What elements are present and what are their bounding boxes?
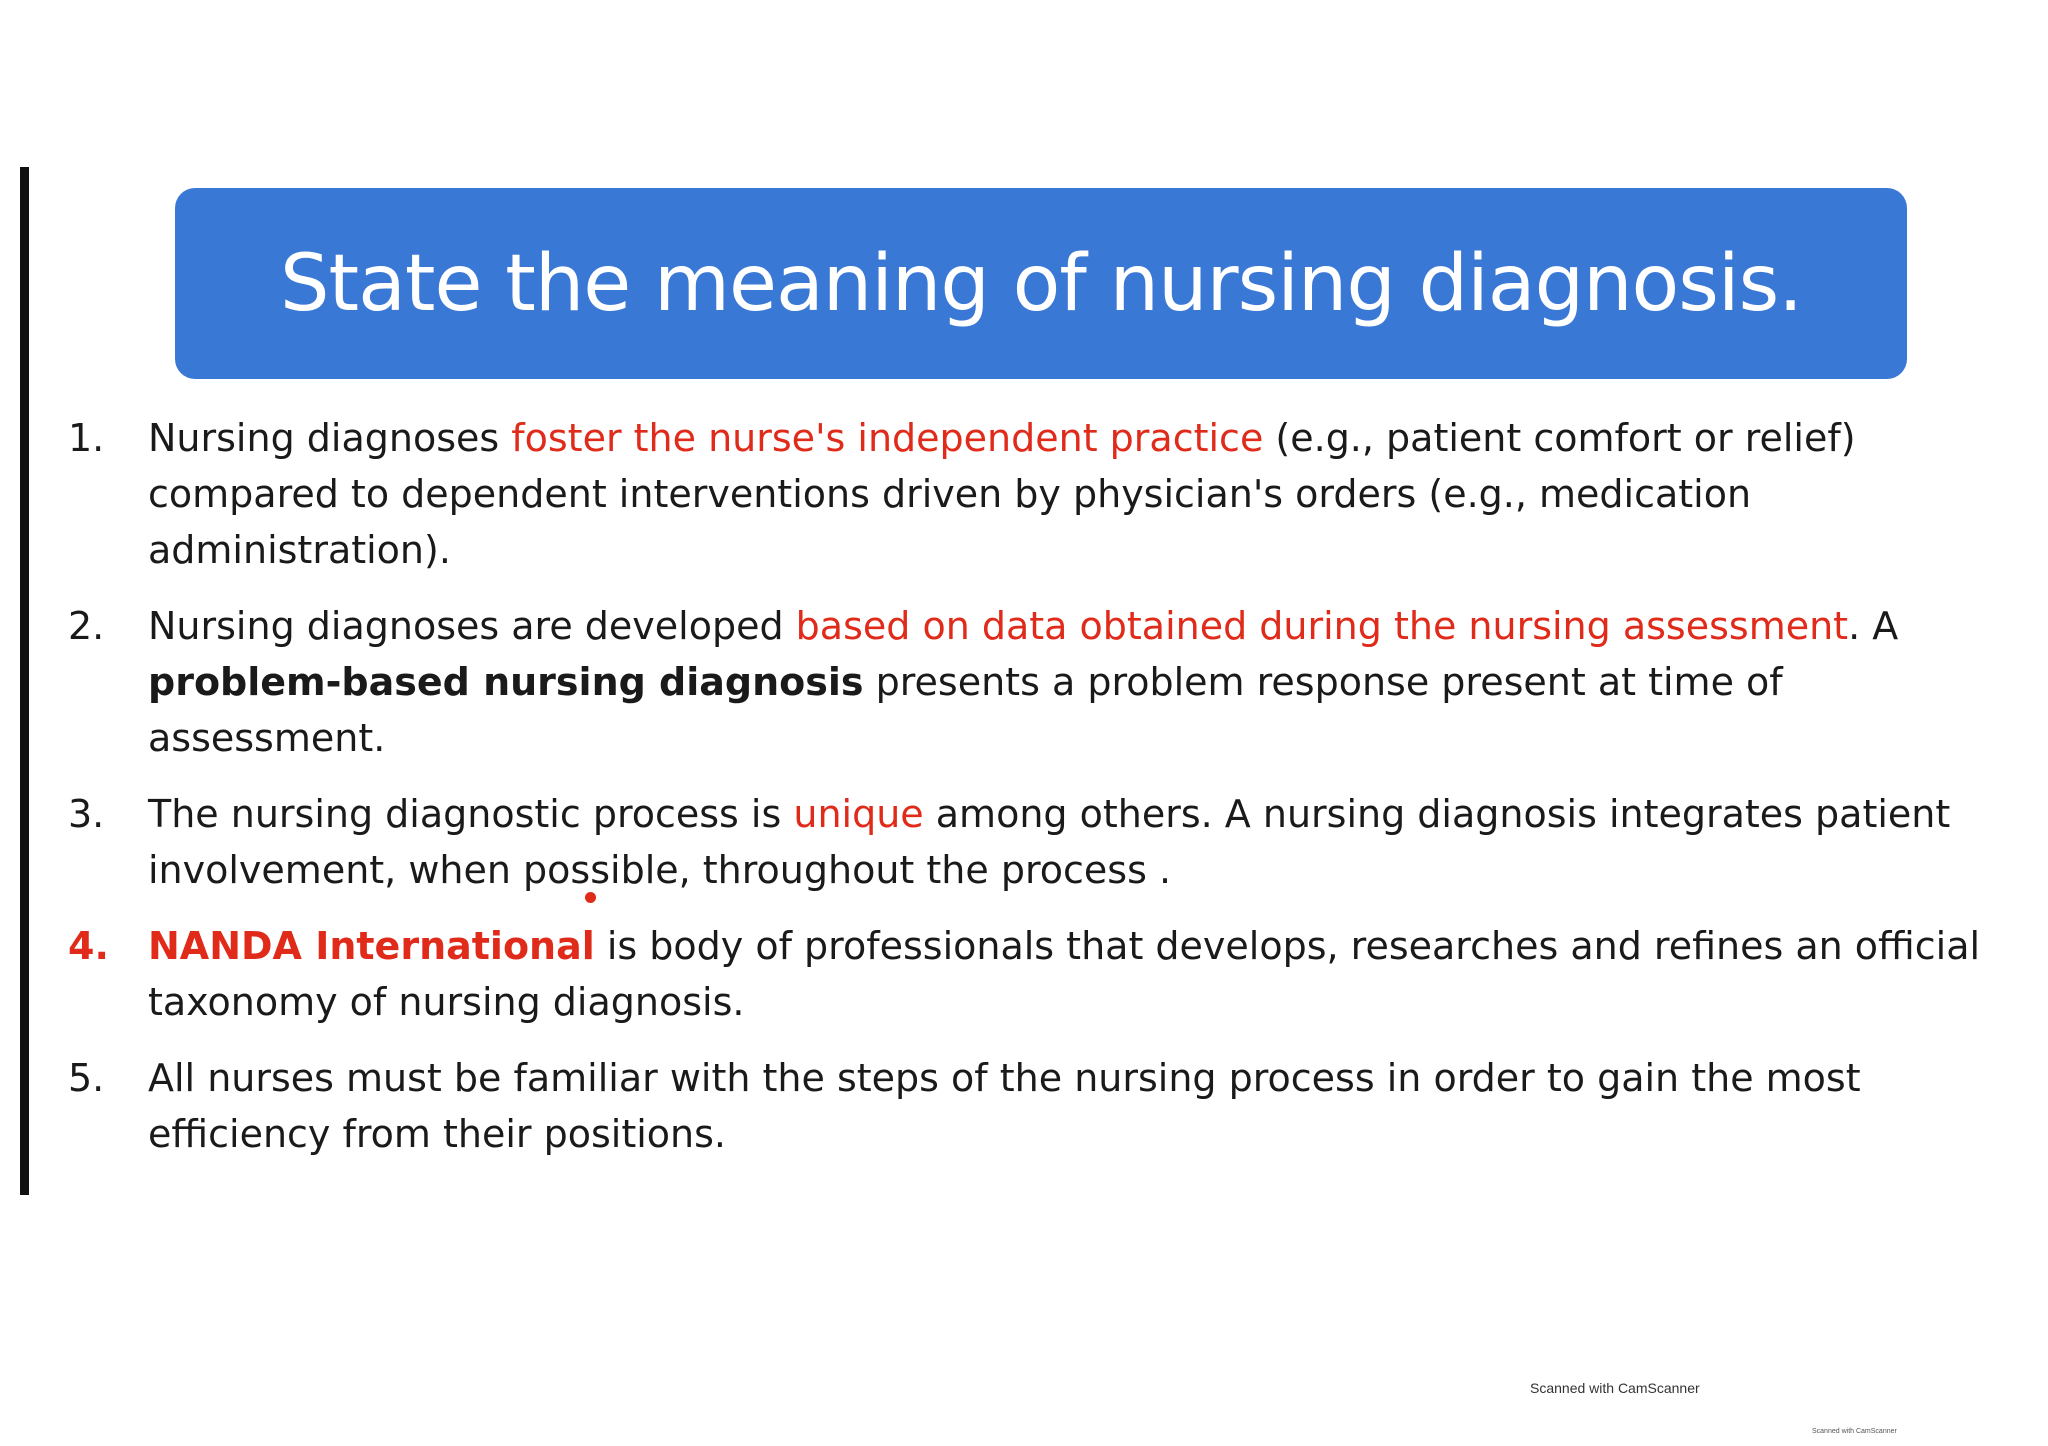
list-item-number: 5. <box>68 1056 105 1100</box>
definition-list <box>68 410 2028 1182</box>
list-item <box>68 598 2028 766</box>
red-pointer-dot <box>585 892 596 903</box>
highlighted-phrase: unique <box>793 792 924 836</box>
bold-phrase: problem-based nursing diagnosis <box>148 660 864 704</box>
list-item-text: NANDA International is body of professionals that develops, researches and refines an official taxonomy of nursing diagnosis. <box>148 924 1981 1024</box>
page-title: State the meaning of nursing diagnosis. <box>279 238 1803 329</box>
list-item-number: 2. <box>68 604 105 648</box>
list-item <box>68 1050 2028 1162</box>
list-item-number: 3. <box>68 792 105 836</box>
list-item-text: Nursing diagnoses foster the nurse's independent practice (e.g., patient comfort or relief) compared to dependent interventions driven by physician's orders (e.g., medication administration). <box>148 416 1856 572</box>
highlighted-phrase: foster the nurse's independent practice <box>511 416 1264 460</box>
list-item-text: All nurses must be familiar with the steps of the nursing process in order to gain the most efficiency from their positions. <box>148 1056 1861 1156</box>
list-item-number: 4. <box>68 924 109 968</box>
camscanner-watermark: Scanned with CamScanner <box>1530 1380 1700 1396</box>
list-item <box>68 918 2028 1030</box>
list-item-text: Nursing diagnoses are developed based on data obtained during the nursing assessment. A problem-based nursing diagnosis presents a problem response present at time of assessment. <box>148 604 1899 760</box>
highlighted-phrase: based on data obtained during the nursing assessment <box>795 604 1849 648</box>
list-item <box>68 786 2028 898</box>
camscanner-watermark-small: Scanned with CamScanner <box>1812 1428 1897 1435</box>
list-item <box>68 410 2028 578</box>
left-border-bar <box>20 167 29 1195</box>
list-item-text: The nursing diagnostic process is unique among others. A nursing diagnosis integrates patient involvement, when possible, throughout the process . <box>148 792 1951 892</box>
title-banner <box>175 188 1907 379</box>
list-item-number: 1. <box>68 416 105 460</box>
highlighted-phrase: NANDA International <box>148 924 595 968</box>
